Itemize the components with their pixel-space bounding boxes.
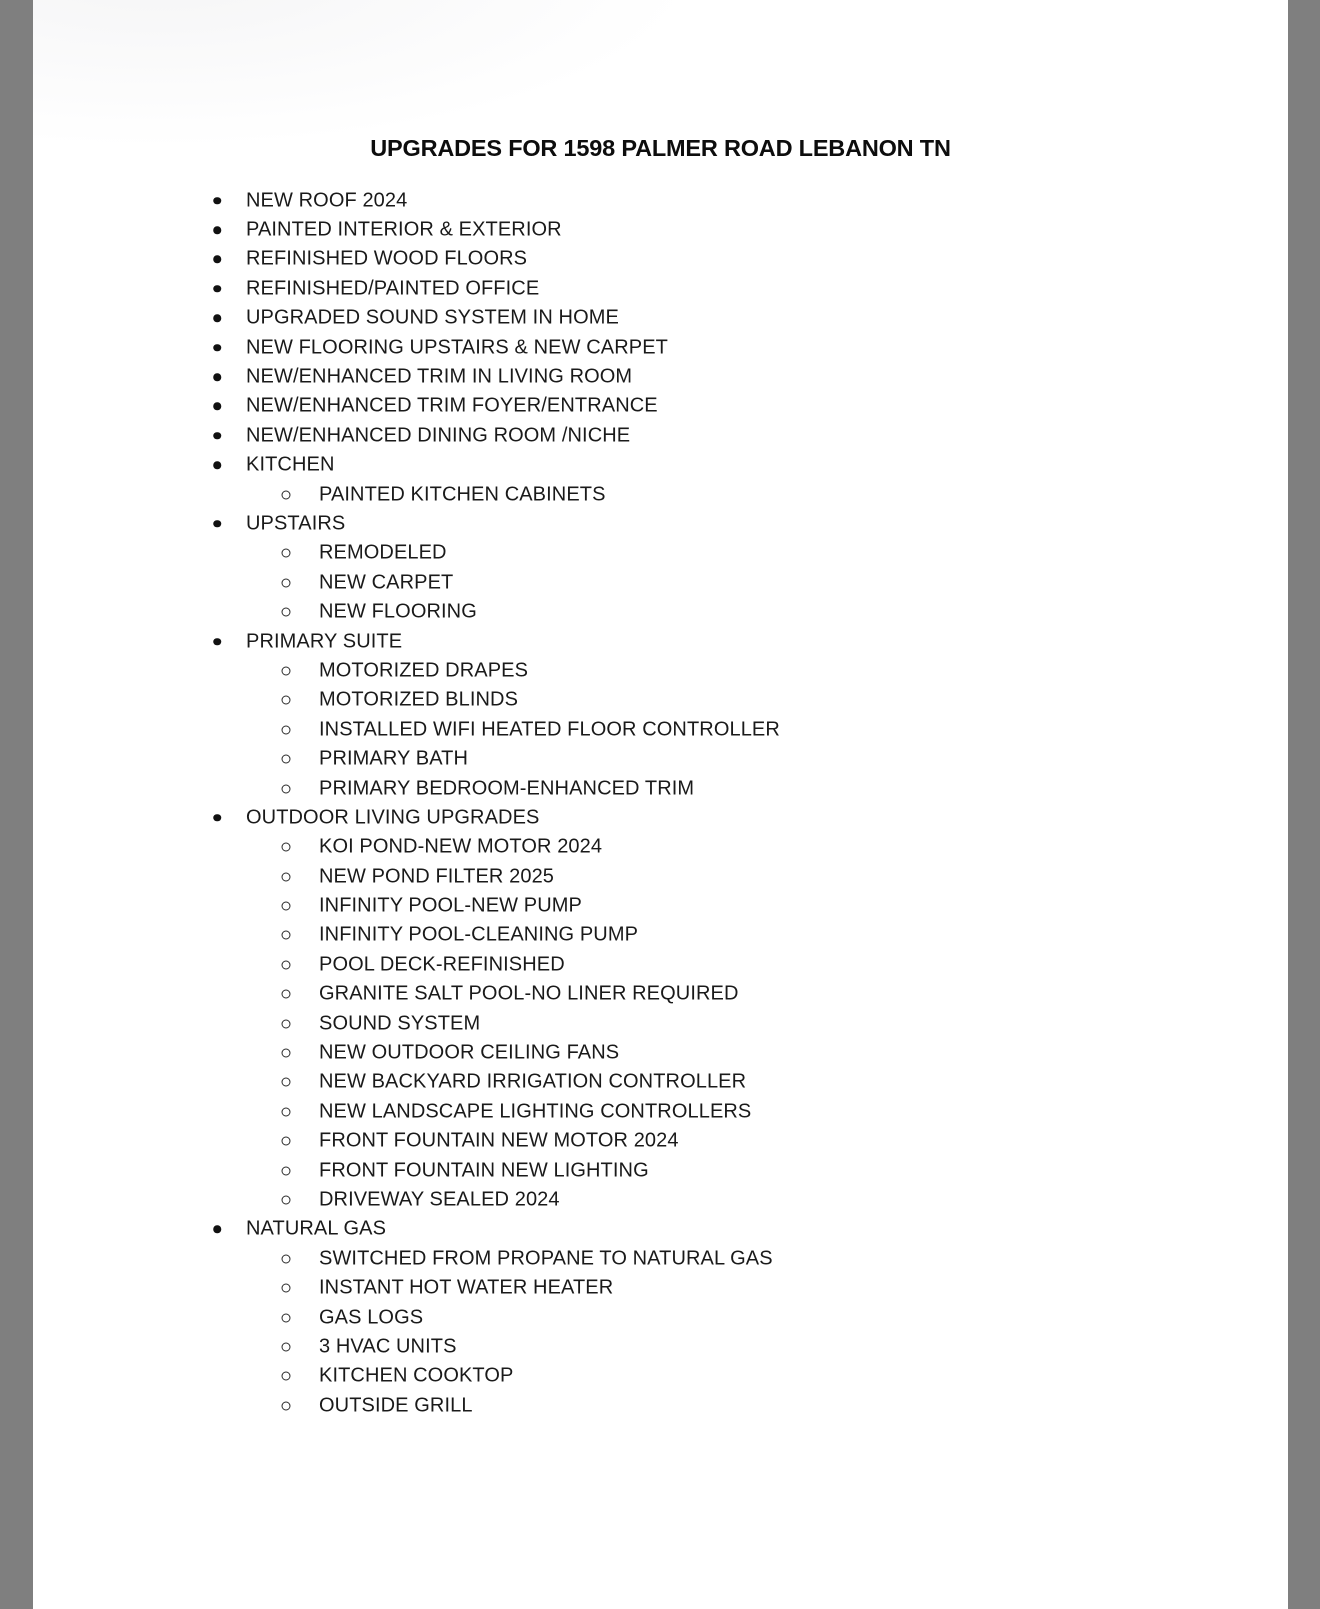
disc-bullet-icon [213,226,221,234]
list-subitem [33,1009,1288,1038]
list-subitem-label: GRANITE SALT POOL-NO LINER REQUIRED [319,982,739,1005]
list-subitem-label: NEW LANDSCAPE LIGHTING CONTROLLERS [319,1100,752,1123]
circle-bullet-icon [282,549,291,558]
list-subitem [33,744,1288,773]
list-subitem [33,597,1288,626]
list-item-label: NATURAL GAS [246,1217,387,1240]
list-subitem-label: SOUND SYSTEM [319,1012,481,1035]
list-item [33,392,1288,421]
list-subitem [33,774,1288,803]
list-subitem-label: DRIVEWAY SEALED 2024 [319,1188,560,1211]
circle-bullet-icon [282,755,291,764]
list-item-label: KITCHEN [246,453,335,476]
list-subitem-label: OUTSIDE GRILL [319,1394,473,1417]
circle-bullet-icon [282,1401,291,1410]
list-subitem-label: INFINITY POOL-CLEANING PUMP [319,923,639,946]
list-subitem-label: PAINTED KITCHEN CABINETS [319,483,606,506]
list-item [33,627,1288,656]
list-subitem [33,950,1288,979]
list-item-label: UPSTAIRS [246,512,346,535]
list-subitem-label: NEW CARPET [319,571,454,594]
list-subitem [33,1038,1288,1067]
circle-bullet-icon [282,990,291,999]
circle-bullet-icon [282,1372,291,1381]
list-item-label: NEW FLOORING UPSTAIRS & NEW CARPET [246,336,668,359]
list-item [33,421,1288,450]
list-subitem-label: SWITCHED FROM PROPANE TO NATURAL GAS [319,1247,773,1270]
list-item-label: PAINTED INTERIOR & EXTERIOR [246,218,562,241]
list-subitem [33,1097,1288,1126]
list-subitem [33,686,1288,715]
list-subitem [33,1303,1288,1332]
list-subitem-label: NEW BACKYARD IRRIGATION CONTROLLER [319,1070,747,1093]
list-subitem-label: KITCHEN COOKTOP [319,1364,514,1387]
list-subitem [33,568,1288,597]
list-item-label: NEW/ENHANCED TRIM FOYER/ENTRANCE [246,394,658,417]
list-item-label: NEW/ENHANCED TRIM IN LIVING ROOM [246,365,633,388]
list-item-label: PRIMARY SUITE [246,630,403,653]
list-subitem-label: NEW POND FILTER 2025 [319,865,555,888]
list-item-label: OUTDOOR LIVING UPGRADES [246,806,540,829]
list-subitem-label: GAS LOGS [319,1306,424,1329]
list-subitem-label: NEW OUTDOOR CEILING FANS [319,1041,620,1064]
list-item [33,509,1288,538]
list-subitem [33,1362,1288,1391]
list-subitem-label: 3 HVAC UNITS [319,1335,457,1358]
circle-bullet-icon [282,1284,291,1293]
list-item [33,451,1288,480]
circle-bullet-icon [282,960,291,969]
document-page [33,0,1288,1609]
circle-bullet-icon [282,578,291,587]
list-subitem [33,1391,1288,1420]
circle-bullet-icon [282,608,291,617]
circle-bullet-icon [282,1254,291,1263]
list-subitem [33,862,1288,891]
list-subitem-label: FRONT FOUNTAIN NEW MOTOR 2024 [319,1129,679,1152]
disc-bullet-icon [213,520,221,528]
list-item [33,186,1288,215]
circle-bullet-icon [282,1107,291,1116]
disc-bullet-icon [213,373,221,381]
list-subitem [33,1068,1288,1097]
circle-bullet-icon [282,843,291,852]
list-item [33,333,1288,362]
circle-bullet-icon [282,1019,291,1028]
list-item [33,245,1288,274]
list-subitem-label: KOI POND-NEW MOTOR 2024 [319,835,603,858]
circle-bullet-icon [282,1078,291,1087]
list-item-label: NEW ROOF 2024 [246,189,408,212]
list-subitem [33,891,1288,920]
list-subitem-label: NEW FLOORING [319,600,477,623]
list-item [33,1215,1288,1244]
disc-bullet-icon [213,814,221,822]
list-item-label: REFINISHED/PAINTED OFFICE [246,277,540,300]
list-subitem [33,1185,1288,1214]
disc-bullet-icon [213,344,221,352]
circle-bullet-icon [282,872,291,881]
circle-bullet-icon [282,666,291,675]
circle-bullet-icon [282,1166,291,1175]
list-subitem-label: FRONT FOUNTAIN NEW LIGHTING [319,1159,649,1182]
circle-bullet-icon [282,1137,291,1146]
upgrade-list [33,186,1288,1420]
disc-bullet-icon [213,1226,221,1234]
list-item [33,304,1288,333]
list-subitem-label: MOTORIZED BLINDS [319,688,519,711]
list-subitem-label: POOL DECK-REFINISHED [319,953,565,976]
disc-bullet-icon [213,461,221,469]
circle-bullet-icon [282,1342,291,1351]
list-item [33,215,1288,244]
list-subitem-label: INFINITY POOL-NEW PUMP [319,894,582,917]
list-item [33,803,1288,832]
list-subitem [33,1244,1288,1273]
circle-bullet-icon [282,725,291,734]
list-subitem-label: MOTORIZED DRAPES [319,659,529,682]
list-subitem [33,480,1288,509]
list-item [33,362,1288,391]
list-subitem-label: REMODELED [319,541,447,564]
disc-bullet-icon [213,285,221,293]
page-title: UPGRADES FOR 1598 PALMER ROAD LEBANON TN [370,135,951,161]
list-subitem [33,539,1288,568]
circle-bullet-icon [282,931,291,940]
list-item [33,274,1288,303]
circle-bullet-icon [282,1313,291,1322]
list-subitem [33,1156,1288,1185]
list-item-label: REFINISHED WOOD FLOORS [246,247,528,270]
list-subitem [33,1332,1288,1361]
circle-bullet-icon [282,696,291,705]
circle-bullet-icon [282,784,291,793]
list-subitem [33,980,1288,1009]
list-item-label: UPGRADED SOUND SYSTEM IN HOME [246,306,619,329]
list-subitem [33,715,1288,744]
circle-bullet-icon [282,1049,291,1058]
circle-bullet-icon [282,1195,291,1204]
list-subitem-label: PRIMARY BEDROOM-ENHANCED TRIM [319,777,695,799]
list-subitem [33,1273,1288,1302]
disc-bullet-icon [213,315,221,323]
list-item-label: NEW/ENHANCED DINING ROOM /NICHE [246,424,631,447]
list-subitem [33,833,1288,862]
circle-bullet-icon [282,902,291,911]
disc-bullet-icon [213,256,221,264]
circle-bullet-icon [282,490,291,499]
list-subitem-label: INSTANT HOT WATER HEATER [319,1276,614,1299]
list-subitem [33,656,1288,685]
disc-bullet-icon [213,432,221,440]
list-subitem-label: INSTALLED WIFI HEATED FLOOR CONTROLLER [319,718,780,741]
disc-bullet-icon [213,638,221,646]
list-subitem [33,921,1288,950]
disc-bullet-icon [213,403,221,411]
list-subitem-label: PRIMARY BATH [319,747,469,770]
disc-bullet-icon [213,197,221,205]
list-subitem [33,1127,1288,1156]
